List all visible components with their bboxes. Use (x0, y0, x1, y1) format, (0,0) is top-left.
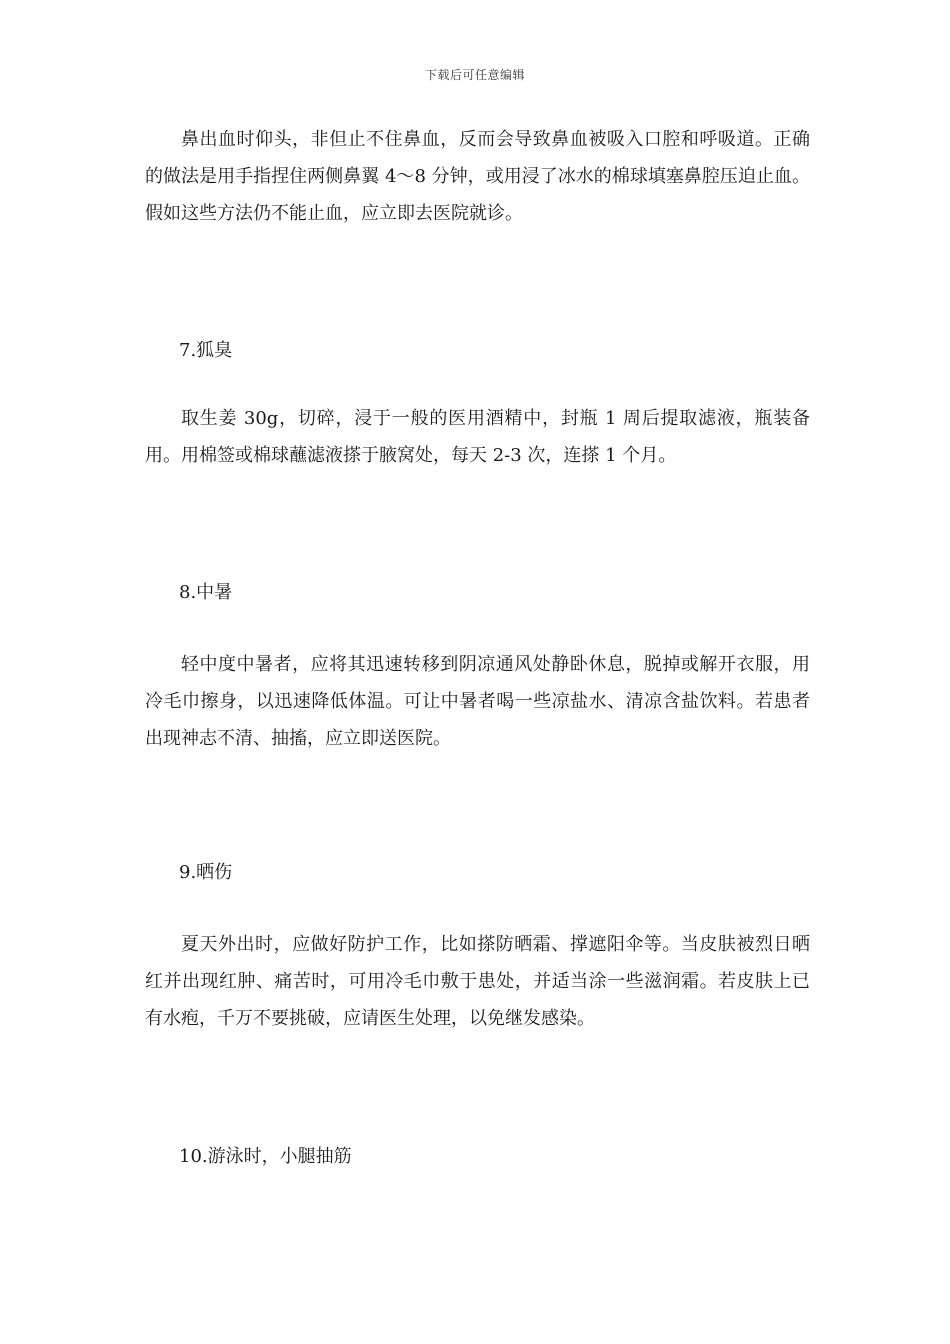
heading-sunburn: 9.晒伤 (179, 862, 233, 883)
paragraph-heatstroke: 轻中度中暑者，应将其迅速转移到阴凉通风处静卧休息，脱掉或解开衣服，用冷毛巾擦身，以迅速降低体温。可让中暑者喝一些凉盐水、清凉含盐饮料。若患者出现神志不清、抽搐，应立即送医院。 (145, 654, 810, 749)
heading-body-odor: 7.狐臭 (179, 340, 233, 361)
heading-heatstroke: 8.中暑 (179, 582, 233, 603)
heading-swimming-cramp: 10.游泳时，小腿抽筋 (179, 1146, 352, 1167)
paragraph-nosebleed: 鼻出血时仰头，非但止不住鼻血，反而会导致鼻血被吸入口腔和呼吸道。正确的做法是用手指捏住两侧鼻翼 4～8 分钟，或用浸了冰水的棉球填塞鼻腔压迫止血。假如这些方法仍不能止血，应立即去医院就诊。 (145, 129, 810, 224)
paragraph-sunburn: 夏天外出时，应做好防护工作，比如搽防晒霜、撑遮阳伞等。当皮肤被烈日晒红并出现红肿、痛苦时，可用冷毛巾敷于患处，并适当涂一些滋润霜。若皮肤上已有水疱，千万不要挑破，应请医生处理，以免继发感染。 (145, 934, 810, 1029)
paragraph-body-odor: 取生姜 30g，切碎，浸于一般的医用酒精中，封瓶 1 周后提取滤液，瓶装备用。用棉签或棉球蘸滤液搽于腋窝处，每天 2-3 次，连搽 1 个月。 (145, 408, 810, 466)
header-note: 下载后可任意编辑 (424, 68, 525, 82)
